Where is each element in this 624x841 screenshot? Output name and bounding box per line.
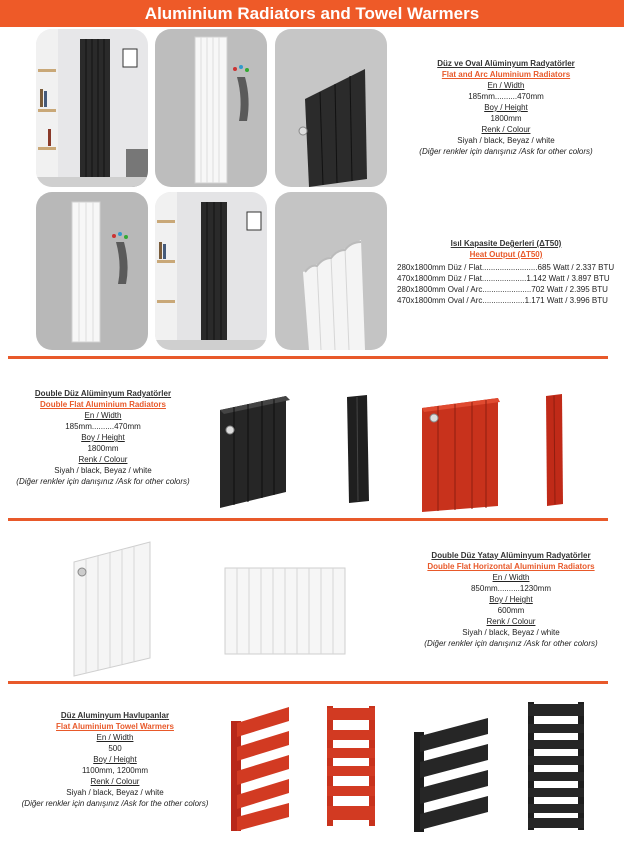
section3-height-value: 600mm	[497, 606, 525, 615]
section4-note: (Diğer renkler için danışınız /Ask for the other colors)	[21, 799, 209, 808]
section4-height-label: Boy / Height	[93, 755, 137, 764]
heat-row: 470x1800mm Oval / Arc...................1.171 Watt / 3.996 BTU	[397, 296, 608, 305]
section4-width-label: En / Width	[96, 733, 134, 742]
section2-heading-tr: Double Düz Alüminyum Radyatörler	[34, 389, 172, 398]
section4-height-value: 1100mm, 1200mm	[81, 766, 149, 775]
section2-width-label: En / Width	[84, 411, 122, 420]
heat-output-header	[390, 238, 622, 260]
photo-black-radiator-closeup	[275, 29, 387, 187]
section1-colour-label: Renk / Colour	[481, 125, 531, 134]
section4-colour-value: Siyah / black, Beyaz / white	[66, 788, 164, 797]
page-banner: Aluminium Radiators and Towel Warmers	[0, 0, 624, 27]
photo-white-radiator-room	[155, 29, 267, 187]
product-red-slim-radiator	[543, 394, 565, 508]
section1-heading-tr: Düz ve Oval Alüminyum Radyatörler	[437, 59, 575, 68]
photo-black-radiator-room	[36, 29, 148, 187]
heat-output-table	[397, 262, 619, 306]
section1-height-label: Boy / Height	[484, 103, 528, 112]
product-white-horizontal-radiator-front	[221, 566, 349, 658]
section1-width-label: En / Width	[487, 81, 525, 90]
section2-height-value: 1800mm	[87, 444, 119, 453]
product-red-double-radiator	[418, 394, 502, 512]
section3-heading-en: Double Flat Horizontal Aluminium Radiators	[427, 562, 595, 571]
section4-specs	[20, 710, 210, 809]
section2-height-label: Boy / Height	[81, 433, 125, 442]
product-black-slim-radiator	[343, 395, 373, 505]
section1-note: (Diğer renkler için danışınız /Ask for other colors)	[419, 147, 593, 156]
section4-colour-label: Renk / Colour	[90, 777, 140, 786]
section1-colour-value: Siyah / black, Beyaz / white	[457, 136, 555, 145]
section4-heading-tr: Düz Aluminyum Havlupanlar	[60, 711, 170, 720]
section3-note: (Diğer renkler için danışınız /Ask for other colors)	[424, 639, 598, 648]
section1-heading-en: Flat and Arc Aluminium Radiators	[441, 70, 571, 79]
section-divider	[8, 356, 608, 359]
section3-heading-tr: Double Düz Yatay Alüminyum Radyatörler	[431, 551, 591, 560]
product-white-horizontal-radiator-angle	[70, 540, 154, 678]
section3-specs	[400, 550, 622, 649]
photo-black-radiator-shelves	[155, 192, 267, 350]
section2-specs	[8, 388, 198, 487]
heat-row: 280x1800mm Oval / Arc......................702 Watt / 2.395 BTU	[397, 285, 608, 294]
product-black-towel-warmer-angle	[410, 714, 492, 834]
section-divider	[8, 518, 608, 521]
heat-heading-en: Heat Output (ΔT50)	[469, 250, 543, 259]
section3-width-value: 850mm..........1230mm	[470, 584, 552, 593]
photo-white-radiator-towel	[36, 192, 148, 350]
section2-note: (Diğer renkler için danışınız /Ask for other colors)	[16, 477, 190, 486]
photo-white-arc-radiator-closeup	[275, 192, 387, 350]
section4-width-value: 500	[108, 744, 122, 753]
product-red-towel-warmer-front	[325, 704, 377, 828]
product-black-towel-warmer-front	[526, 700, 586, 832]
product-black-double-radiator	[214, 392, 294, 510]
section3-colour-value: Siyah / black, Beyaz / white	[462, 628, 560, 637]
section2-width-value: 185mm..........470mm	[65, 422, 141, 431]
product-red-towel-warmer-angle	[223, 703, 293, 833]
section3-height-label: Boy / Height	[489, 595, 533, 604]
section2-colour-label: Renk / Colour	[78, 455, 128, 464]
section3-width-label: En / Width	[492, 573, 530, 582]
section2-heading-en: Double Flat Aluminium Radiators	[40, 400, 166, 409]
section4-heading-en: Flat Aluminium Towel Warmers	[56, 722, 174, 731]
section1-specs	[390, 58, 622, 157]
heat-heading-tr: Isıl Kapasite Değerleri (ΔT50)	[450, 239, 562, 248]
section1-width-value: 185mm..........470mm	[468, 92, 544, 101]
section-divider	[8, 681, 608, 684]
section2-colour-value: Siyah / black, Beyaz / white	[54, 466, 152, 475]
section3-colour-label: Renk / Colour	[486, 617, 536, 626]
heat-row: 470x1800mm Düz / Flat....................1.142 Watt / 3.897 BTU	[397, 274, 610, 283]
heat-row: 280x1800mm Düz / Flat.........................685 Watt / 2.337 BTU	[397, 263, 615, 272]
section1-height-value: 1800mm	[490, 114, 522, 123]
